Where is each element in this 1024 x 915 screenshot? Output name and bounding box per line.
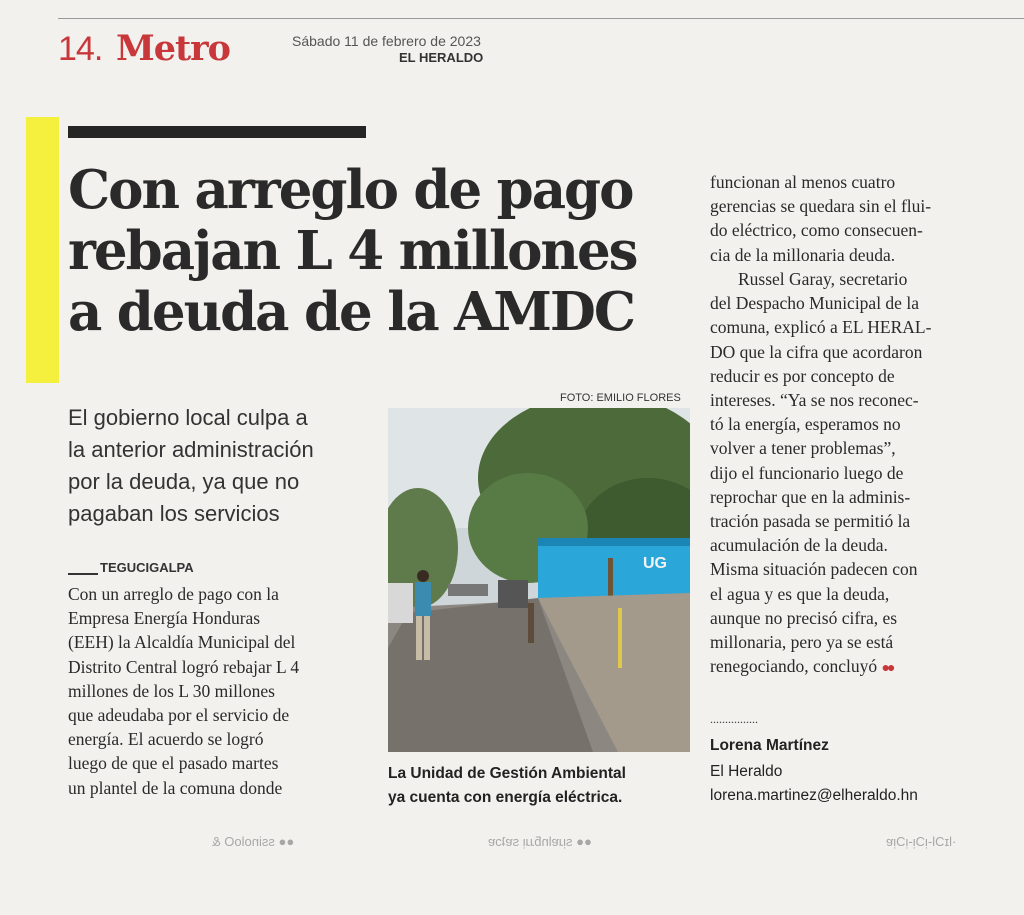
body-column-1 [68, 582, 368, 800]
dateline-rule [68, 573, 98, 575]
body-line-text: renegociando, concluyó [710, 656, 878, 677]
body-line: que adeudaba por el servicio de [68, 705, 290, 726]
highlighter-mark [26, 117, 59, 383]
body-line: tración pasada se permitió la [710, 511, 911, 532]
body-line: energía. El acuerdo se logró [68, 729, 264, 750]
body-line: un plantel de la comuna donde [68, 777, 283, 798]
subheadline [68, 402, 368, 530]
newspaper-name: EL HERALDO [399, 50, 484, 65]
svg-text:UG: UG [643, 555, 667, 572]
author-name: Lorena Martínez [710, 737, 829, 754]
caption-line: La Unidad de Gestión Ambiental [388, 765, 626, 782]
body-line: tó la energía, esperamos no [710, 414, 901, 435]
body-line: volver a tener problemas”, [710, 438, 896, 459]
headline-line: Con arreglo de pago [68, 159, 633, 221]
section-name: Metro [116, 28, 230, 69]
author-email: lorena.martinez@elheraldo.hn [710, 787, 918, 804]
headline-bar [68, 126, 366, 138]
body-line: Con un arreglo de pago con la [68, 584, 279, 604]
body-line: Empresa Energía Honduras [68, 608, 261, 629]
dateline: TEGUCIGALPA [100, 560, 194, 575]
photo-credit: FOTO: EMILIO FLORES [560, 392, 681, 404]
body-line: luego de que el pasado martes [68, 753, 279, 774]
body-line: reducir es por concepto de [710, 365, 895, 386]
body-line: funcionan al menos cuatro [710, 172, 896, 192]
street-scene-illustration [388, 408, 690, 752]
issue-date: Sábado 11 de febrero de 2023 [292, 33, 481, 49]
subheadline-line: la anterior administración [68, 437, 314, 462]
photo-caption [388, 762, 698, 810]
body-line: acumulación de la deuda. [710, 535, 888, 556]
body-column-3-top [710, 170, 995, 267]
body-line: intereses. “Ya se nos reconec- [710, 390, 919, 411]
top-rule [58, 18, 1024, 19]
body-line: comuna, explicó a EL HERAL- [710, 317, 932, 338]
body-line: gerencias se quedara sin el flui- [710, 196, 932, 217]
body-line: millonaria, pero ya se está [710, 632, 894, 653]
headline [68, 160, 708, 343]
body-column-3 [710, 267, 995, 681]
body-line: do eléctrico, como consecuen- [710, 220, 923, 241]
body-line [710, 654, 995, 681]
body-line: DO que la cifra que acordaron [710, 341, 923, 362]
body-line: aunque no precisó cifra, es [710, 607, 898, 628]
body-line: el agua y es que la deuda, [710, 583, 890, 604]
end-mark-icon: ●● [881, 661, 893, 677]
body-line: Russel Garay, secretario [738, 269, 908, 289]
body-line: dijo el funcionario luego de [710, 462, 904, 483]
author-organization: El Heraldo [710, 763, 783, 780]
body-line: (EEH) la Alcaldía Municipal del [68, 632, 296, 653]
body-line: millones de los L 30 millones [68, 680, 275, 701]
headline-line: a deuda de la AMDC [68, 281, 635, 343]
article-photo [388, 408, 690, 752]
caption-line: ya cuenta con energía eléctrica. [388, 789, 623, 806]
subheadline-line: El gobierno local culpa a [68, 405, 308, 430]
body-line: Misma situación padecen con [710, 559, 918, 580]
body-line: reprochar que en la adminis- [710, 486, 911, 507]
signature-separator: ................ [710, 712, 758, 726]
page-number: 14. [58, 30, 103, 68]
subheadline-line: por la deuda, ya que no [68, 469, 300, 494]
body-line: Distrito Central logró rebajar L 4 [68, 656, 300, 677]
show-through-text: ●● ssinoloO & [212, 834, 295, 849]
show-through-text: ·lɪƆl-ᴉƆᴉ-ᴉƆᴉɐ [886, 834, 957, 849]
body-line: cia de la millonaria deuda. [710, 244, 896, 265]
show-through-text: ●● sᴉɹɐlnƃɹɹᴉ sɐʇɔɐ [488, 834, 592, 849]
body-line: del Despacho Municipal de la [710, 293, 919, 314]
headline-line: rebajan L 4 millones [68, 220, 637, 282]
subheadline-line: pagaban los servicios [68, 501, 280, 526]
